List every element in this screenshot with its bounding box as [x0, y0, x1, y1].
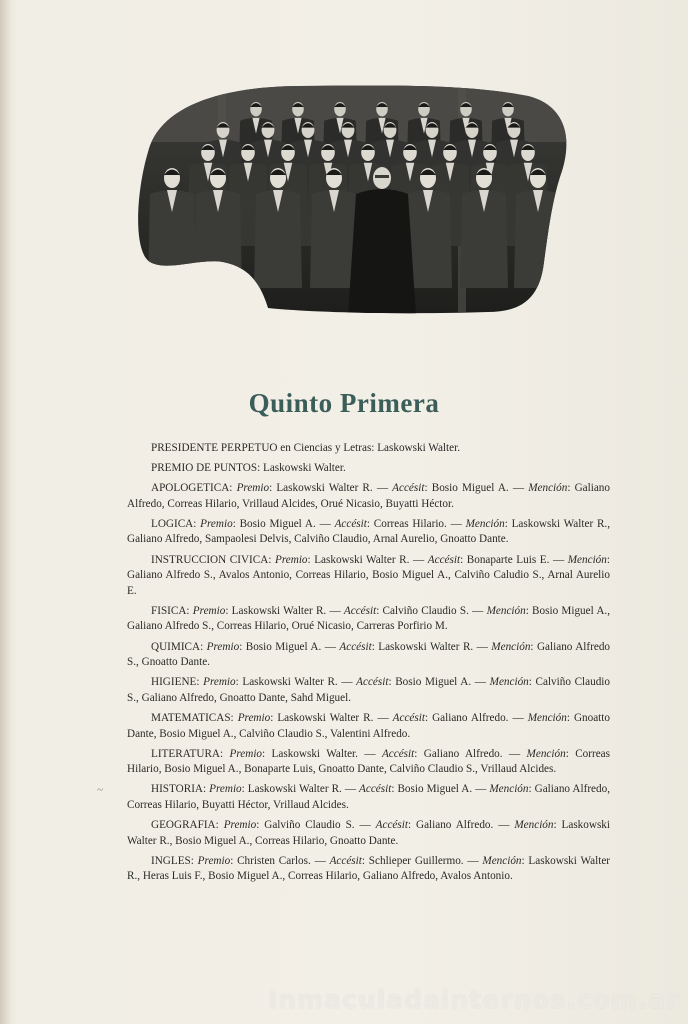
award-text: : Laskowski Walter R. — [307, 553, 428, 566]
award-text: : Laskowski Walter R. — [269, 482, 393, 495]
portrait-photo-image [128, 82, 568, 314]
award-text: FISICA: [151, 604, 193, 617]
award-text: GEOGRAFIA: [151, 818, 224, 831]
award-text: : Gnoatto Dante, Bosio Miguel A., Calviño Claudio S., Valentini Alfredo. [127, 711, 610, 740]
award-text: : Christen Carlos. — [230, 854, 330, 867]
award-text: : Laskowski Walter R., Bosio Miguel A., Correas Hilario, Gnoatto Dante. [127, 818, 610, 847]
award-paragraph [127, 675, 610, 706]
award-paragraph [127, 553, 610, 600]
award-text: : Calviño Claudio S., Galiano Alfredo, Gnoatto Dante, Sahd Miguel. [127, 676, 611, 704]
award-text: : Laskowski Walter R. — [270, 711, 393, 724]
section-title: Quinto Primera [248, 388, 440, 418]
award-type-label: Mención [527, 711, 567, 724]
award-text: PRESIDENTE PERPETUO en Ciencias y Letras: Laskowski Walter. [151, 442, 460, 454]
award-type-label: Mención [482, 854, 522, 867]
award-text: : Bosio Miguel A. — [388, 676, 490, 689]
award-paragraph [127, 604, 610, 635]
award-text: : Galiano Alfredo. — [414, 747, 527, 760]
award-text: : Galiano Alfredo, Correas Hilario, Buyatti Héctor, Vrillaud Alcides. [127, 783, 610, 811]
award-text: : Laskowski Walter R. — [371, 640, 492, 653]
award-type-label: Accésit [356, 676, 389, 689]
award-text: : Bosio Miguel A. — [424, 482, 529, 495]
award-paragraph [127, 711, 610, 742]
award-text: MATEMATICAS: [151, 711, 238, 724]
award-text: : Galiano Alfredo, Correas Hilario, Vrillaud Alcides, Orué Nicasio, Buyatti Héctor. [127, 482, 610, 510]
award-type-label: Premio [197, 854, 231, 867]
award-text: : Laskowski Walter. — [262, 747, 382, 760]
award-type-label: Mención [491, 640, 531, 653]
award-type-label: Accésit [427, 553, 461, 566]
award-type-label: Accésit [375, 818, 408, 831]
award-text: : Galiano Alfredo S., Gnoatto Dante. [127, 640, 611, 669]
award-type-label: Mención [489, 676, 529, 689]
award-type-label: Premio [206, 640, 240, 653]
award-type-label: Accésit [343, 604, 377, 617]
award-text: QUIMICA: [151, 640, 207, 653]
award-paragraph [127, 782, 610, 813]
award-text: : Laskowski Walter R. — [225, 604, 344, 617]
award-type-label: Accésit [339, 640, 372, 653]
award-text: : Galiano Alfredo. — [407, 818, 515, 831]
award-paragraph [127, 517, 610, 548]
award-text: : Galiano Alfredo. — [424, 711, 528, 724]
award-paragraph [127, 481, 610, 512]
award-text: LITERATURA: [151, 747, 230, 760]
award-type-label: Mención [465, 517, 505, 530]
award-text: : Bosio Miguel A., Galiano Alfredo S., Correas Hilario, Orué Nicasio, Carreras Porfirio M. [127, 604, 611, 633]
award-type-label: Premio [200, 517, 233, 530]
awards-text-body [127, 441, 610, 889]
award-type-label: Accésit [334, 517, 367, 530]
award-text: APOLOGETICA: [151, 482, 237, 495]
award-paragraph [127, 854, 610, 885]
page-gutter-shadow [0, 0, 10, 1024]
award-text: : Bonaparte Luis E. — [460, 553, 568, 566]
award-text: : Correas Hilario, Bosio Miguel A., Bonaparte Luis, Gnoatto Dante, Calviño Claudio S., Vrillaud Alcides. [127, 747, 610, 776]
award-type-label: Premio [223, 818, 257, 831]
award-type-label: Accésit [392, 482, 425, 495]
award-type-label: Accésit [359, 783, 392, 796]
award-text: : Schlieper Guillermo. — [361, 854, 483, 867]
award-type-label: Mención [486, 604, 526, 617]
award-paragraph [127, 441, 610, 457]
award-type-label: Mención [528, 482, 568, 495]
award-paragraph [127, 818, 610, 849]
award-paragraph [127, 640, 610, 671]
website-watermark: Inmaculadainternos.com.ar [268, 985, 680, 1014]
award-type-label: Mención [489, 783, 529, 796]
award-type-label: Premio [209, 783, 242, 796]
award-type-label: Premio [237, 711, 271, 724]
award-type-label: Premio [229, 747, 263, 760]
award-text: : Laskowski Walter R. — [241, 783, 360, 796]
award-text: : Bosio Miguel A. — [232, 517, 335, 530]
award-text: : Bosio Miguel A. — [239, 640, 340, 653]
award-text: INGLES: [151, 854, 198, 867]
award-text: INSTRUCCION CIVICA: [151, 553, 275, 566]
award-text: : Laskowski Walter R., Heras Luis F., Bosio Miguel A., Correas Hilario, Galiano Alfredo, Avalos Antonio. [127, 854, 611, 883]
award-type-label: Premio [275, 553, 308, 566]
award-type-label: Accésit [329, 854, 362, 867]
award-text: : Bosio Miguel A. — [391, 783, 490, 796]
award-type-label: Accésit [392, 711, 425, 724]
award-type-label: Accésit [381, 747, 415, 760]
award-text: : Correas Hilario. — [366, 517, 466, 530]
award-text: : Calviño Claudio S. — [376, 604, 487, 617]
award-paragraph [127, 747, 610, 778]
award-type-label: Mención [526, 747, 566, 760]
award-text: PREMIO DE PUNTOS: Laskowski Walter. [151, 462, 346, 475]
award-type-label: Premio [236, 482, 270, 495]
award-type-label: Mención [567, 553, 607, 566]
award-text: HIGIENE: [151, 676, 204, 689]
award-text: HISTORIA: [151, 783, 210, 796]
award-type-label: Premio [203, 676, 236, 689]
award-type-label: Premio [192, 604, 226, 617]
award-text: : Laskowski Walter R. — [235, 676, 357, 689]
group-portrait-photo [128, 82, 568, 314]
award-text: : Laskowski Walter R., Galiano Alfredo, Sampaolesi Delvis, Calviño Claudio, Arnal Aurelio, Gnoatto Dante. [127, 517, 611, 546]
award-text: : Galiano Alfredo S., Avalos Antonio, Correas Hilario, Bosio Miguel A., Calviño Caludio S., Arnal Aurelio E. [127, 553, 610, 597]
pencil-mark: ~ [97, 784, 103, 796]
award-type-label: Mención [514, 818, 554, 831]
award-text: : Galviño Claudio S. — [256, 818, 376, 831]
award-paragraph [127, 461, 610, 477]
award-text: LOGICA: [151, 517, 201, 530]
